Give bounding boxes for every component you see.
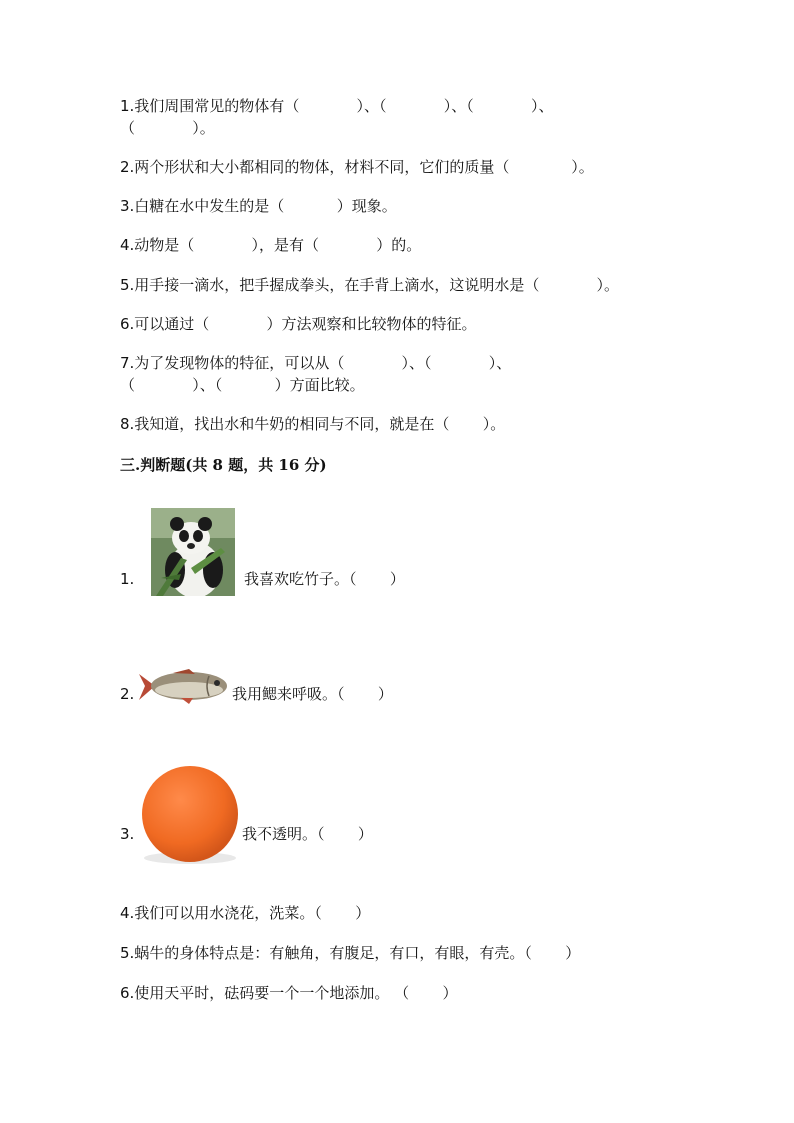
question-5: 5.用手接一滴水，把手握成拳头，在手背上滴水，这说明水是（ ）。 [120,276,620,294]
judgement-3-text: 我不透明。（ ） [242,825,373,843]
question-7-line-2: （ ）、（ ）方面比较。 [120,376,365,394]
judgement-4: 4.我们可以用水浇花，洗菜。（ ） [120,904,371,922]
question-1-line-2: （ ）。 [120,119,215,137]
question-3: 3.白糖在水中发生的是（ ）现象。 [120,197,397,215]
question-6: 6.可以通过（ ）方法观察和比较物体的特征。 [120,315,477,333]
judgement-3-number: 3. [120,825,135,843]
panda-photo-icon [151,508,235,596]
judgement-2-number: 2. [120,685,135,703]
question-4: 4.动物是（ ），是有（ ）的。 [120,236,422,254]
judgement-2-text: 我用鳃来呼吸。（ ） [232,685,393,703]
question-7-line-1: 7.为了发现物体的特征，可以从（ ）、（ ）、 [120,354,512,372]
question-8: 8.我知道，找出水和牛奶的相同与不同，就是在（ ）。 [120,415,506,433]
question-1-line-1: 1.我们周围常见的物体有（ ）、（ ）、（ ）、 [120,97,554,115]
section-heading: 三.判断题(共 8 题，共 16 分) [120,456,327,474]
judgement-6: 6.使用天平时，砝码要一个一个地添加。 （ ） [120,984,458,1002]
judgement-1-number: 1. [120,570,135,588]
judgement-1-text: 我喜欢吃竹子。（ ） [244,570,405,588]
question-2: 2.两个形状和大小都相同的物体，材料不同，它们的质量（ ）。 [120,158,594,176]
fish-photo-icon [137,668,231,704]
judgement-5: 5.蜗牛的身体特点是：有触角，有腹足，有口，有眼，有壳。（ ） [120,944,581,962]
orange-ball-photo-icon [140,766,240,864]
